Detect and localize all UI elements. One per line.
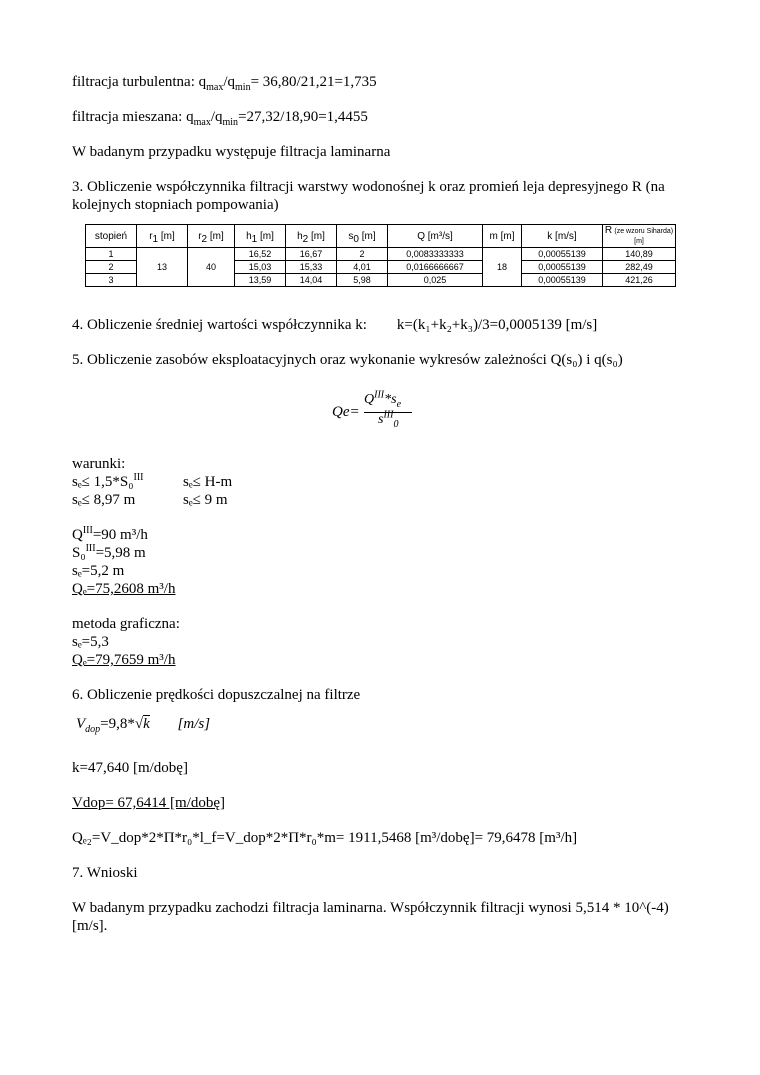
cell-R: 140,89: [603, 248, 676, 261]
filtration-table: [85, 224, 676, 287]
vdop-formula: $V_{dop}=9,8*√k$ [m/s]: [76, 716, 211, 735]
header-q: Q [m³/s]: [388, 225, 483, 248]
header-h1: $h_1$ [m]: [235, 225, 286, 248]
header-r1: $r_1$ [m]: [137, 225, 188, 248]
cell-q: 0,025: [388, 274, 483, 287]
q3-value: $Q^{III}=90$ m³/h: [72, 525, 148, 543]
cell-q: 0,0083333333: [388, 248, 483, 261]
section-7-heading: 7. Wnioski: [72, 865, 138, 881]
cell-s0: 2: [337, 248, 388, 261]
k-value-line: k=47,640 [m/dobę]: [72, 760, 188, 776]
cell-s0: 5,98: [337, 274, 388, 287]
qe-value: Qₑ=75,2608 m³/h: [72, 581, 176, 597]
warunki-label: warunki:: [72, 456, 126, 472]
mixed-filtration-line: filtracja mieszana: $q_{max}/q_{min}=27,32/18,90=1,4455$: [72, 109, 368, 128]
conclusion-laminar-line: W badanym przypadku występuje filtracja laminarna: [72, 144, 391, 160]
cell-q: 0,0166666667: [388, 261, 483, 274]
header-stopien: stopień: [86, 225, 137, 248]
cell-r1: 13: [137, 248, 188, 287]
cell-m: 18: [483, 248, 522, 287]
header-h2: $h_2$ [m]: [286, 225, 337, 248]
vdop-value-line: Vdop= 67,6414 [m/dobę]: [72, 795, 226, 811]
se-value: sₑ=5,2 m: [72, 563, 125, 579]
qe-formula: Qe= $Q^{III}*s_e$ $s^{III}_0$: [332, 392, 452, 436]
cell-r2: 40: [188, 248, 235, 287]
cell-h2: 15,33: [286, 261, 337, 274]
section-3-heading: 3. Obliczenie współczynnika filtracji warstwy wodonośnej k oraz promień leja depresyjnego R (na kolejnych stopniach pompowania): [72, 179, 665, 213]
table-row: [86, 248, 676, 261]
sqrt-icon: √: [134, 716, 144, 732]
conclusion-paragraph: W badanym przypadku zachodzi filtracja laminarna. Współczynnik filtracji wynosi 5,514 * 10^(-4) [m/s].: [72, 900, 669, 934]
graphical-qe: Qₑ=79,7659 m³/h: [72, 652, 176, 668]
cell-stopien: 2: [86, 261, 137, 274]
graphical-method-label: metoda graficzna:: [72, 616, 180, 632]
cell-s0: 4,01: [337, 261, 388, 274]
cell-stopien: 1: [86, 248, 137, 261]
table-header-row: [86, 225, 676, 248]
header-s0: $s_0$ [m]: [337, 225, 388, 248]
section-4-line: 4. Obliczenie średniej wartości współczynnika k: k=(k₁+k₂+k₃)/3=0,0005139 [m/s]: [72, 317, 598, 333]
section-5-heading: 5. Obliczenie zasobów eksploatacyjnych oraz wykonanie wykresów zależności Q(s₀) i q(s₀): [72, 352, 623, 368]
cell-k: 0,00055139: [522, 274, 603, 287]
cell-stopien: 3: [86, 274, 137, 287]
cell-k: 0,00055139: [522, 261, 603, 274]
cell-h1: 16,52: [235, 248, 286, 261]
cell-h2: 14,04: [286, 274, 337, 287]
condition-4: sₑ≤ 9 m: [183, 492, 228, 508]
cell-k: 0,00055139: [522, 248, 603, 261]
graphical-se: sₑ=5,3: [72, 634, 109, 650]
s0-value: S₀$^{III}$=5,98 m: [72, 543, 146, 561]
cell-h2: 16,67: [286, 248, 337, 261]
header-r2: $r_2$ [m]: [188, 225, 235, 248]
header-R: R (ze wzoru Siharda) [m]: [603, 225, 676, 248]
turbulent-filtration-line: filtracja turbulentna: $q_{max}/q_{min}= 36,80/21,21=1,735$: [72, 74, 377, 93]
cell-R: 421,26: [603, 274, 676, 287]
cell-h1: 15,03: [235, 261, 286, 274]
cell-R: 282,49: [603, 261, 676, 274]
condition-1: sₑ≤ 1,5*S₀$^{III}$: [72, 472, 144, 490]
section-6-heading: 6. Obliczenie prędkości dopuszczalnej na filtrze: [72, 687, 361, 703]
header-k: k [m/s]: [522, 225, 603, 248]
condition-2: sₑ≤ H-m: [183, 474, 233, 490]
cell-h1: 13,59: [235, 274, 286, 287]
condition-3: sₑ≤ 8,97 m: [72, 492, 136, 508]
qe2-formula-line: Qₑ₂=V_dop*2*Π*r₀*l_f=V_dop*2*Π*r₀*m= 1911,5468 [m³/dobę]= 79,6478 [m³/h]: [72, 830, 578, 846]
header-m: m [m]: [483, 225, 522, 248]
